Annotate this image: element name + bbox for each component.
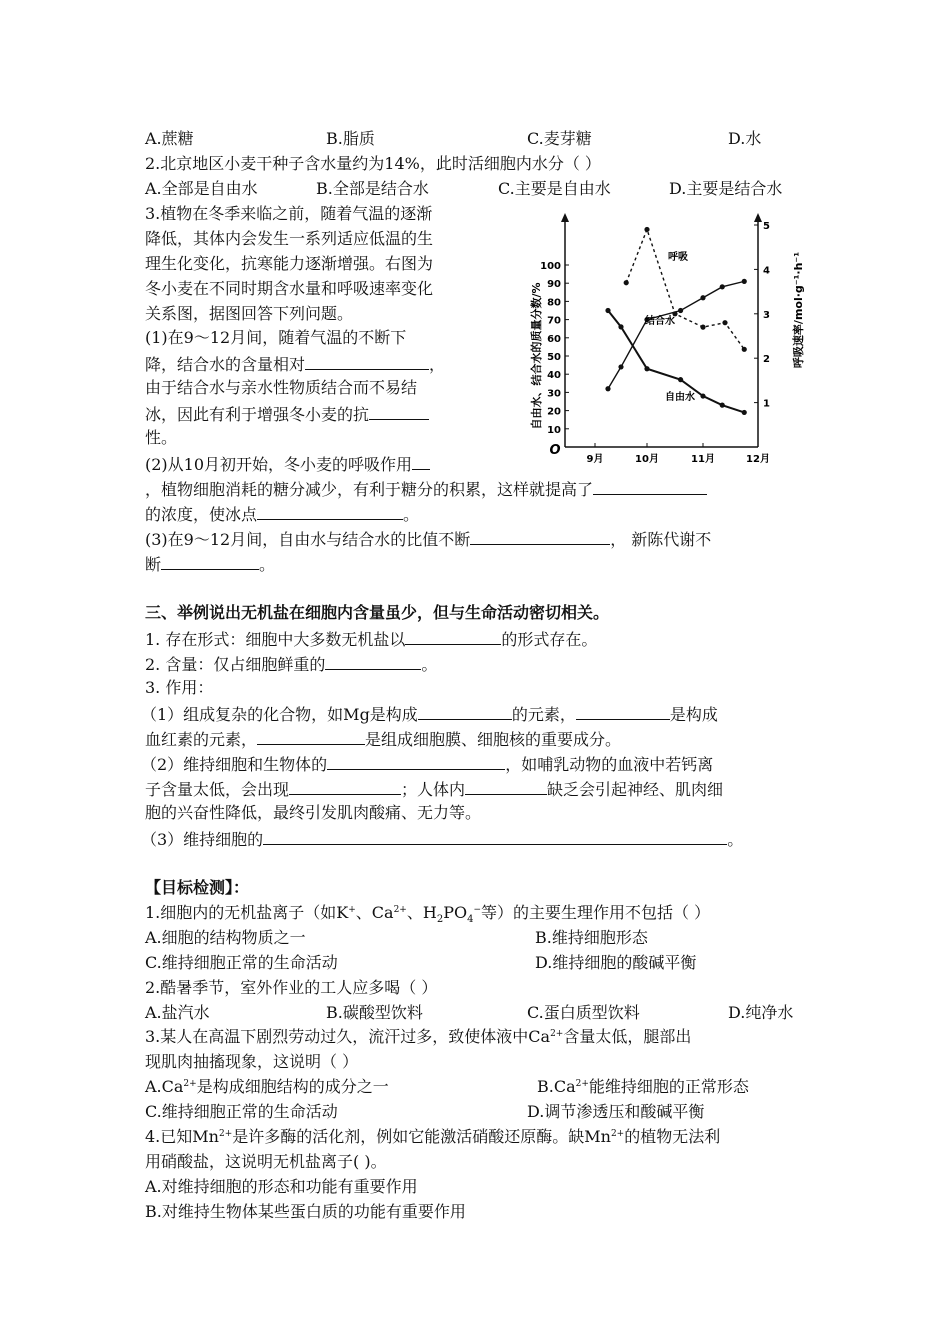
q3-part2-line: [145, 478, 707, 500]
text-part: 等）的主要生理作用不包括（ ）: [481, 903, 711, 922]
text-part: 能维持细胞的正常形态: [588, 1077, 749, 1096]
data-point: [618, 364, 623, 369]
superscript: 2+: [218, 1129, 233, 1139]
series-line-1: [608, 281, 744, 388]
superscript: −: [473, 905, 482, 915]
q3-part1-line: [145, 353, 445, 375]
left-axis-arrow: [561, 213, 569, 222]
section3-text: 子含量太低，会出现: [145, 780, 290, 799]
target-q1-option-c: C.维持细胞正常的生命活动: [145, 953, 338, 972]
target-q1-option-b: B.维持细胞形态: [535, 928, 648, 947]
data-point: [618, 324, 623, 329]
q3-part2-text: ，植物细胞消耗的糖分减少，有利于糖分的积累，这样就提高了: [145, 480, 594, 499]
target-q3-option-a: [145, 1077, 389, 1097]
target-q2-option-c: C.蛋白质型饮料: [527, 1003, 640, 1022]
series-label: 自由水: [665, 392, 695, 403]
y-tick-label: 40: [547, 370, 561, 382]
text-part: B.Ca: [537, 1077, 576, 1096]
data-point: [605, 386, 610, 391]
superscript: 2+: [575, 1079, 589, 1089]
q1-option-c: C.麦芽糖: [527, 129, 592, 148]
series-label: 结合水: [645, 316, 675, 327]
y2-tick-label: 5: [763, 221, 770, 232]
water-respiration-chart: [515, 210, 815, 470]
section3-text: 2. 含量：仅占细胞鲜重的: [145, 655, 326, 674]
target-q4-option-b: B.对维持生物体某些蛋白质的功能有重要作用: [145, 1202, 466, 1221]
q3-part3-line: [145, 553, 275, 575]
data-point: [720, 284, 725, 289]
section3-text: 。: [421, 655, 438, 674]
q3-part3-line: [145, 528, 711, 550]
x-tick-label: 9月: [586, 454, 604, 465]
y2-tick-label: 1: [763, 398, 770, 410]
answer-blank[interactable]: [593, 478, 707, 495]
answer-blank[interactable]: [470, 528, 610, 545]
section3-heading: 三、举例说出无机盐在细胞内含量虽少，但与生命活动密切相关。: [145, 603, 610, 622]
section3-line: [141, 828, 743, 850]
data-point: [678, 377, 683, 382]
data-point: [644, 366, 649, 371]
q3-part2-text: 的浓度，使冰点: [145, 505, 258, 524]
data-point: [742, 347, 747, 352]
y-axis-label: 自由水、结合水的质量分数/%: [530, 282, 543, 430]
target-q1-stem: [145, 903, 710, 930]
q2-stem: 2.北京地区小麦干种子含水量约为14%，此时活细胞内水分（ ）: [145, 154, 601, 173]
q3-intro-line: 3.植物在冬季来临之前，随着气温的逐渐: [145, 204, 433, 223]
data-point: [700, 393, 705, 398]
section3-line: [141, 753, 713, 775]
text-part: 1.细胞内的无机盐离子（如K: [145, 903, 349, 922]
section3-text: ，如哺乳动物的血液中若钙离: [505, 755, 714, 774]
q3-part3-text: ， 新陈代谢不: [610, 530, 712, 549]
target-q3-option-c: C.维持细胞正常的生命活动: [145, 1102, 338, 1121]
section3-line: [141, 703, 718, 725]
superscript: 2+: [183, 1079, 197, 1089]
superscript: +: [348, 905, 356, 915]
target-q3-stem: [145, 1027, 691, 1047]
q3-part2-text: (2)从10月初开始，冬小麦的呼吸作用: [145, 455, 413, 474]
superscript: 2+: [610, 1129, 625, 1139]
answer-blank[interactable]: [257, 728, 365, 745]
section3-line: [145, 728, 621, 750]
y-tick-label: 30: [547, 388, 561, 400]
data-point: [644, 227, 649, 232]
q3-part1-text: 冰，因此有利于增强冬小麦的抗: [145, 405, 370, 424]
y2-axis-label: 呼吸速率/mol·g⁻¹·h⁻¹: [792, 251, 805, 369]
target-q1-option-d: D.维持细胞的酸碱平衡: [535, 953, 697, 972]
q3-part3-text: (3)在9～12月间，自由水与结合水的比值不断: [145, 530, 471, 549]
section3-text: 缺乏会引起神经、肌肉细: [547, 780, 724, 799]
right-axis-arrow: [754, 213, 762, 222]
superscript: 2+: [550, 1029, 564, 1039]
q1-option-a: A.蔗糖: [145, 129, 194, 148]
data-point: [742, 279, 747, 284]
target-q3-stem: 现肌肉抽搐现象，这说明（ ）: [145, 1052, 359, 1071]
x-tick-label: 11月: [691, 454, 715, 465]
section3-text: （3）维持细胞的: [141, 830, 264, 849]
q3-part1-text: 降，结合水的含量相对: [145, 355, 306, 374]
answer-blank[interactable]: [305, 353, 429, 370]
text-part: 、Ca: [355, 903, 394, 922]
section3-line: [145, 778, 723, 800]
target-heading: 【目标检测】：: [145, 878, 250, 897]
q1-option-b: B.脂质: [326, 129, 375, 148]
x-tick-label: 10月: [635, 454, 659, 465]
text-part: 是构成细胞结构的成分之一: [196, 1077, 389, 1096]
target-q2-option-a: A.盐汽水: [145, 1003, 210, 1022]
text-part: 、H: [406, 903, 437, 922]
answer-blank[interactable]: [327, 753, 505, 770]
answer-blank[interactable]: [289, 778, 401, 795]
q1-option-d: D.水: [728, 129, 762, 148]
text-part: A.Ca: [145, 1077, 184, 1096]
y2-tick-label: 4: [763, 265, 770, 277]
y-tick-label: 20: [547, 406, 561, 418]
data-point: [700, 325, 705, 330]
q3-part3-punct: 。: [259, 555, 276, 574]
y-tick-label: 60: [547, 333, 561, 345]
answer-blank[interactable]: [465, 778, 547, 795]
y2-tick-label: 3: [763, 309, 770, 321]
q3-part3-text: 断: [145, 555, 162, 574]
data-point: [605, 308, 610, 313]
text-part: 含量太低，腿部出: [563, 1027, 692, 1046]
q3-intro-line: 关系图，据图回答下列问题。: [145, 304, 354, 323]
section3-line: 胞的兴奋性降低，最终引发肌肉酸痛、无力等。: [145, 803, 482, 822]
y-tick-label: 100: [540, 261, 561, 272]
q3-intro-line: 理生化变化，抗寒能力逐渐增强。右图为: [145, 254, 434, 273]
y-tick-label: 10: [547, 424, 561, 436]
section3-line: [145, 653, 437, 675]
text-part: 是许多酶的活化剂，例如它能激活硝酸还原酶。缺Mn: [232, 1127, 611, 1146]
q2-option-a: A.全部是自由水: [145, 179, 258, 198]
text-part: 的植物无法利: [624, 1127, 721, 1146]
chart-axes: [561, 213, 762, 447]
subscript: 4: [467, 914, 474, 926]
y-tick-label: 70: [547, 315, 561, 327]
data-point: [678, 308, 683, 313]
superscript: 2+: [393, 905, 407, 915]
data-point: [720, 403, 725, 408]
section3-text: （2）维持细胞和生物体的: [141, 755, 328, 774]
subscript: 2: [436, 914, 444, 926]
data-point: [700, 295, 705, 300]
target-q4-stem: 用硝酸盐，这说明无机盐离子( )。: [145, 1152, 387, 1171]
q3-part1-line: (1)在9～12月间，随着气温的不断下: [145, 328, 407, 347]
q3-part2-line: [145, 503, 419, 525]
q3-part1-line: 性。: [145, 428, 178, 447]
q3-part2-punct: 。: [403, 505, 420, 524]
target-q1-option-a: A.细胞的结构物质之一: [145, 928, 306, 947]
q3-part1-line: [145, 403, 429, 425]
section3-line: [145, 628, 597, 650]
section3-text: ；人体内: [401, 780, 466, 799]
target-q2-stem: 2.酷暑季节，室外作业的工人应多喝（ ）: [145, 978, 438, 997]
section3-text: 血红素的元素，: [145, 730, 258, 749]
q2-option-c: C.主要是自由水: [498, 179, 611, 198]
text-part: 3.某人在高温下剧烈劳动过久，流汗过多，致使体液中Ca: [145, 1027, 551, 1046]
section3-line: 3. 作用：: [145, 678, 214, 697]
answer-blank[interactable]: [257, 503, 403, 520]
q2-option-b: B.全部是结合水: [316, 179, 429, 198]
data-point: [624, 280, 629, 285]
target-q2-option-b: B.碳酸型饮料: [326, 1003, 423, 1022]
section3-text: 的形式存在。: [501, 630, 598, 649]
answer-blank[interactable]: [412, 453, 430, 470]
answer-blank[interactable]: [576, 703, 670, 720]
q3-intro-line: 降低，其体内会发生一系列适应低温的生: [145, 229, 434, 248]
target-q3-option-b: [537, 1077, 749, 1097]
section3-text: 的元素，: [511, 705, 576, 724]
y-tick-label: 90: [547, 279, 561, 291]
section3-text: 1. 存在形式：细胞中大多数无机盐以: [145, 630, 406, 649]
text-part: PO: [443, 903, 468, 922]
data-point: [742, 410, 747, 415]
text-part: 4.已知Mn: [145, 1127, 219, 1146]
q3-part1-punct: ，: [429, 355, 446, 374]
section3-text: （1）组成复杂的化合物，如Mg是构成: [141, 705, 418, 724]
y-tick-label: 80: [547, 297, 561, 309]
q2-option-d: D.主要是结合水: [669, 179, 783, 198]
q3-intro-line: 冬小麦在不同时期含水量和呼吸速率变化: [145, 279, 434, 298]
answer-blank[interactable]: [325, 653, 421, 670]
q3-part2-line: [145, 453, 430, 475]
answer-blank[interactable]: [161, 553, 259, 570]
series-line-2: [626, 229, 744, 349]
series-label: 呼吸: [668, 252, 688, 263]
answer-blank[interactable]: [263, 828, 727, 845]
section3-text: 是组成细胞膜、细胞核的重要成分。: [365, 730, 622, 749]
answer-blank[interactable]: [405, 628, 501, 645]
origin-label: O: [549, 443, 561, 458]
target-q4-stem: [145, 1127, 720, 1147]
target-q4-option-a: A.对维持细胞的形态和功能有重要作用: [145, 1177, 418, 1196]
target-q3-option-d: D.调节渗透压和酸碱平衡: [527, 1102, 705, 1121]
x-tick-label: 12月: [746, 454, 770, 465]
section3-text: 。: [727, 830, 744, 849]
answer-blank[interactable]: [369, 403, 429, 420]
section3-text: 是构成: [669, 705, 718, 724]
y-tick-label: 50: [547, 352, 561, 363]
answer-blank[interactable]: [418, 703, 512, 720]
data-point: [722, 320, 727, 325]
y2-tick-label: 2: [763, 354, 770, 366]
target-q2-option-d: D.纯净水: [728, 1003, 794, 1022]
q3-part1-line: 由于结合水与亲水性物质结合而不易结: [145, 378, 418, 397]
